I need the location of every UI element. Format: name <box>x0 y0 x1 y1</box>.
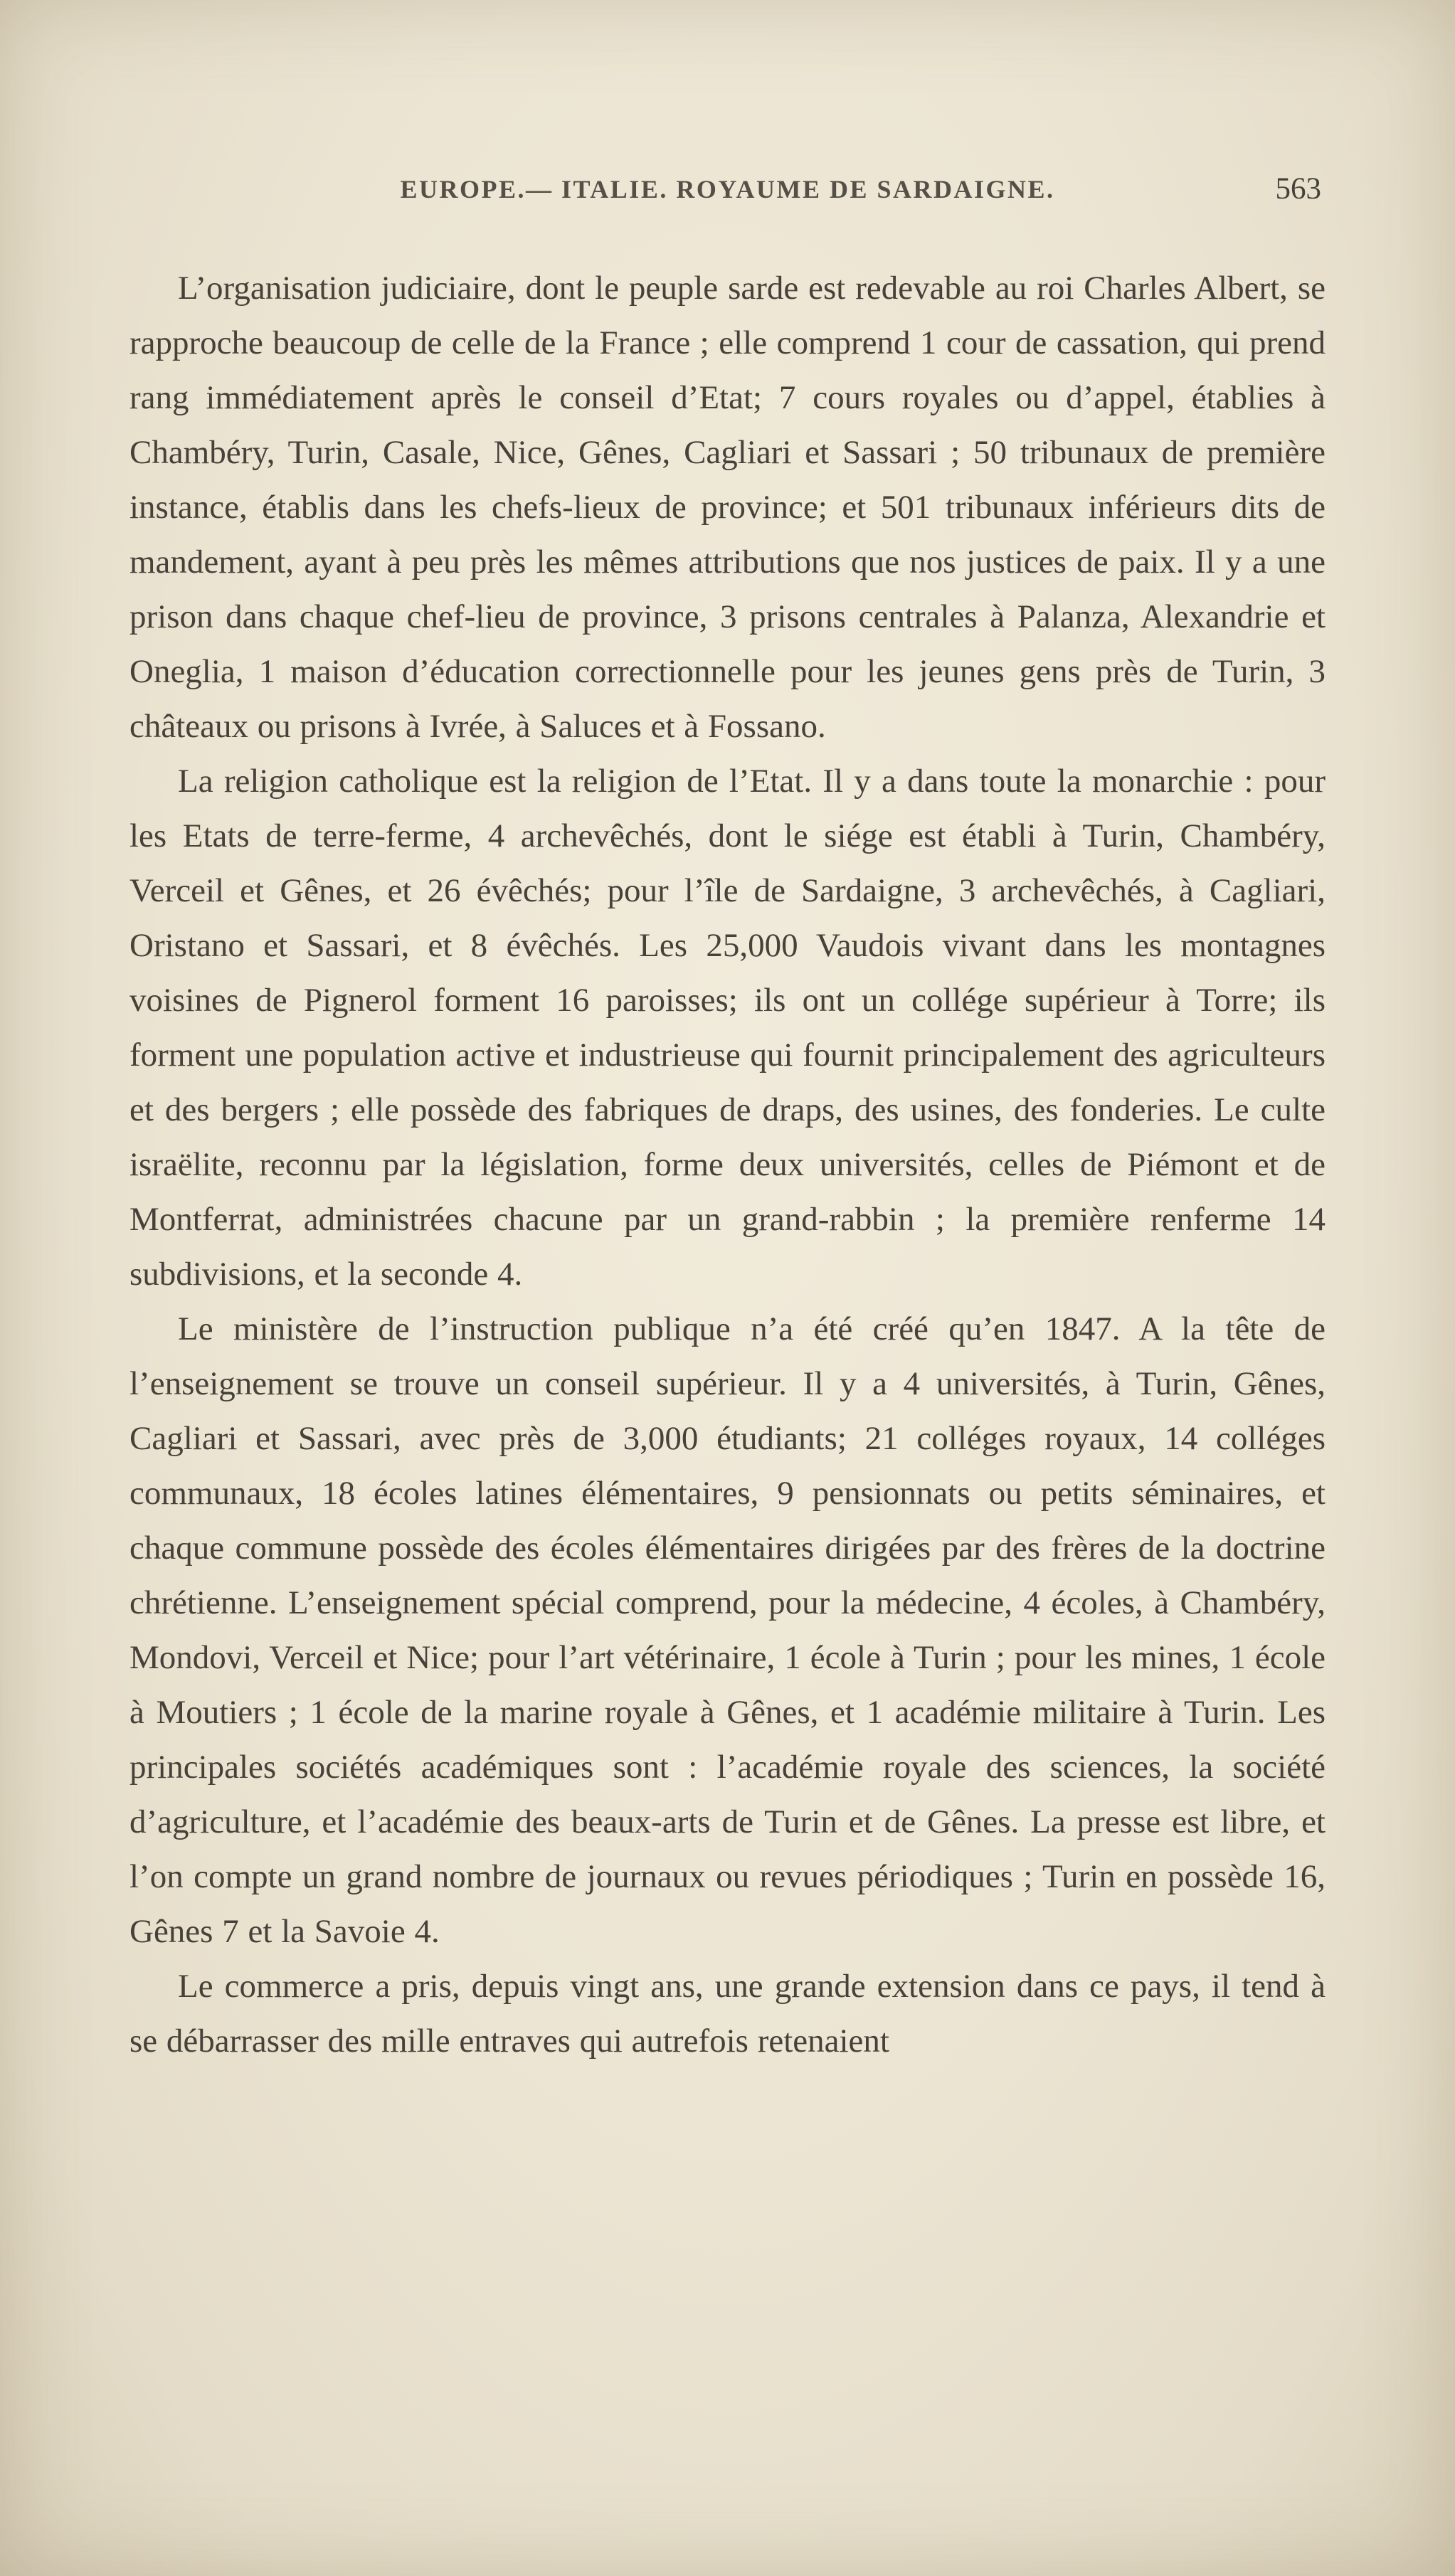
body-paragraph: Le ministère de l’instruction publique n’a été créé qu’en 1847. A la tête de l’enseignement se trouve un conseil supérieur. Il y a 4 universités, à Turin, Gênes, Cagliari et Sassari, avec près de 3,000 étudiants; 21 colléges royaux, 14 colléges communaux, 18 écoles latines élémentaires, 9 pensionnats ou petits séminaires, et chaque commune possède des écoles élémentaires dirigées par des frères de la doctrine chrétienne. L’enseignement spécial comprend, pour la médecine, 4 écoles, à Chambéry, Mondovi, Verceil et Nice; pour l’art vétérinaire, 1 école à Turin ; pour les mines, 1 école à Moutiers ; 1 école de la marine royale à Gênes, et 1 académie militaire à Turin. Les principales sociétés académiques sont : l’académie royale des sciences, la société d’agriculture, et l’académie des beaux-arts de Turin et de Gênes. La presse est libre, et l’on compte un grand nombre de journaux ou revues périodiques ; Turin en possède 16, Gênes 7 et la Savoie 4. <box>129 1310 1326 1950</box>
body-paragraph: Le commerce a pris, depuis vingt ans, une grande extension dans ce pays, il tend à se débarrasser des mille entraves qui autrefois retenaient <box>129 1968 1326 2060</box>
running-header-row <box>129 174 1326 217</box>
page-number: 563 <box>1275 172 1321 206</box>
page-body <box>129 261 1326 2069</box>
running-header: EUROPE.— ITALIE. ROYAUME DE SARDAIGNE. <box>400 175 1055 203</box>
body-paragraph: L’organisation judiciaire, dont le peuple sarde est redevable au roi Charles Albert, se rapproche beaucoup de celle de la France ; elle comprend 1 cour de cassation, qui prend rang immédiatement après le conseil d’Etat; 7 cours royales ou d’appel, établies à Chambéry, Turin, Casale, Nice, Gênes, Cagliari et Sassari ; 50 tribunaux de première instance, établis dans les chefs-lieux de province; et 501 tribunaux inférieurs dits de mandement, ayant à peu près les mêmes attributions que nos justices de paix. Il y a une prison dans chaque chef-lieu de province, 3 prisons centrales à Palanza, Alexandrie et Oneglia, 1 maison d’éducation correctionnelle pour les jeunes gens près de Turin, 3 châteaux ou prisons à Ivrée, à Saluces et à Fossano. <box>129 270 1326 745</box>
body-paragraph: La religion catholique est la religion de l’Etat. Il y a dans toute la monarchie : pour les Etats de terre-ferme, 4 archevêchés, dont le siége est établi à Turin, Chambéry, Verceil et Gênes, et 26 évêchés; pour l’île de Sardaigne, 3 archevêchés, à Cagliari, Oristano et Sassari, et 8 évêchés. Les 25,000 Vaudois vivant dans les montagnes voisines de Pignerol forment 16 paroisses; ils ont un collége supérieur à Torre; ils forment une population active et industrieuse qui fournit principalement des agriculteurs et des bergers ; elle possède des fabriques de draps, des usines, des fonderies. Le culte israëlite, reconnu par la législation, forme deux universités, celles de Piémont et de Montferrat, administrées chacune par un grand-rabbin ; la première renferme 14 subdivisions, et la seconde 4. <box>129 763 1326 1293</box>
